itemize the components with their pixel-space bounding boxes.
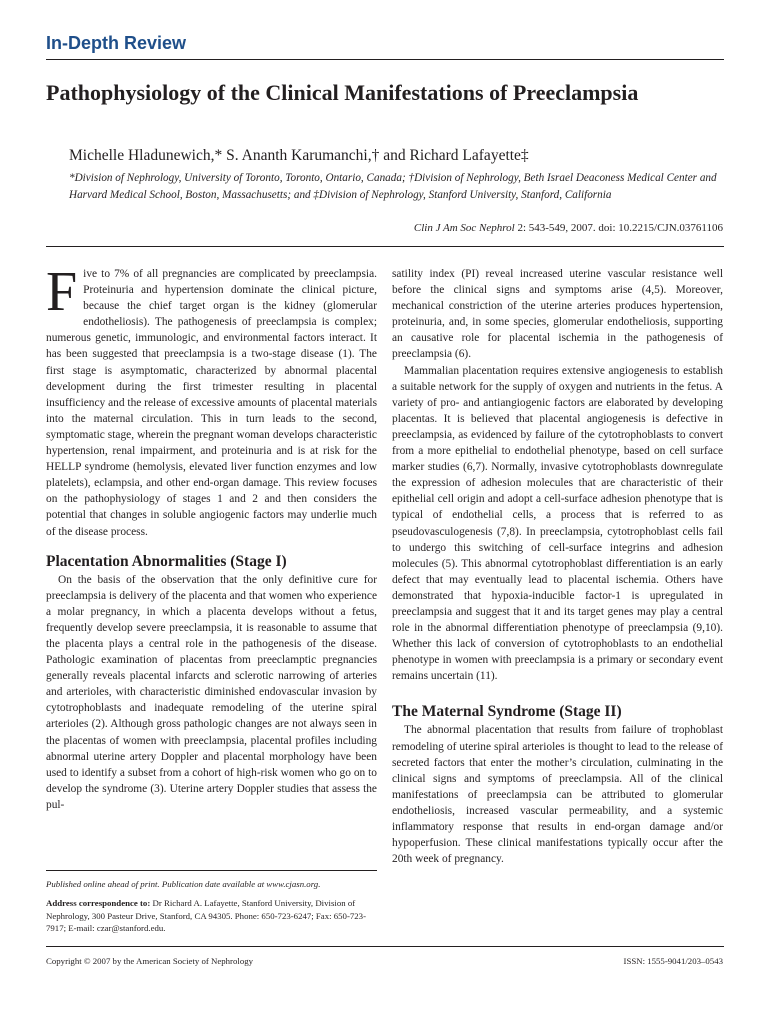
intro-paragraph xyxy=(46,261,377,540)
section-label: In-Depth Review xyxy=(46,33,187,53)
citation-rule xyxy=(46,246,724,247)
issn: ISSN: 1555-9041/203–0543 xyxy=(623,956,723,966)
citation-details: 2: 543-549, 2007. doi: 10.2215/CJN.03761106 xyxy=(514,222,723,234)
footnote-rule xyxy=(46,870,377,871)
right-column xyxy=(392,266,723,867)
maternal-syndrome-paragraph: The abnormal placentation that results from failure of trophoblast remodeling of uterine spiral arterioles is thought to lead to the release of secreted factors that enter the mother’s circulation, culminating in the clinical signs and symptoms of preeclampsia. All of the clinical manifestations of preeclampsia can be attributed to glomerular endotheliosis, increased vascular permeability, and a systemic inflammatory response that results in end-organ damage and/or hypoperfusion. These clinical manifestations typically occur after the 20th week of pregnancy. xyxy=(392,724,723,866)
citation xyxy=(414,222,723,234)
footer-rule xyxy=(46,946,724,947)
section-heading-maternal-syndrome: The Maternal Syndrome (Stage II) xyxy=(392,703,622,721)
continuation-paragraph: satility index (PI) reveal increased uterine vascular resistance well before the clinical signs and symptoms arise (4,5). Moreover, mechanical constriction of the uterine arteries produces hypertension, proteinuria, and, in some species, glomerular endotheliosis, supporting an causative role for placental ischemia in the pathogenesis of preeclampsia (6). xyxy=(392,268,723,361)
affiliations: *Division of Nephrology, University of Toronto, Toronto, Ontario, Canada; †Division of Nephrology, Beth Israel Deaconess Medical Center and Harvard Medical School, Boston, Massachusetts; and ‡Division of Nephrology, Stanford University, Stanford, California xyxy=(69,172,717,201)
citation-journal: Clin J Am Soc Nephrol xyxy=(413,222,515,234)
publication-note: Published online ahead of print. Publication date available at www.cjasn.org. xyxy=(46,879,321,889)
intro-text: ive to 7% of all pregnancies are complicated by preeclampsia. Proteinuria and hypertension dominate the clinical picture, because the chief target organ is the kidney (glomerular endotheliosis). The pathogenesis of preeclampsia is complex; numerous genetic, immunologic, and environmental factors interact. It has been suggested that preeclampsia is a two-stage disease (1). The first stage is asymptomatic, characterized by abnormal placental development during the first trimester resulting in placental insufficiency and the release of excessive amounts of placental materials into the maternal circulation. This in turn leads to the second, symptomatic stage, wherein the pregnant woman develops characteristic hypertension, renal impairment, and proteinuria and is at risk for the HELLP syndrome (hemolysis, elevated liver function enzymes and low platelets), eclampsia, and other end-organ damage. This review focuses on the pathophysiology of stages 1 and 2 and then considers the potential that changes in soluble angiogenic factors may underlie much of the disease process. xyxy=(46,268,377,538)
correspondence-label: Address correspondence to: xyxy=(46,898,151,908)
author-list: Michelle Hladunewich,* S. Ananth Karumanchi,† and Richard Lafayette‡ xyxy=(69,147,529,164)
drop-cap: F xyxy=(46,261,78,323)
placentation-paragraph: On the basis of the observation that the only definitive cure for preeclampsia is delivery of the placenta and that women who experience a molar pregnancy, in which a placenta develops without a fetus, frequently develop severe preeclampsia, it is reasonable to assume that the placenta plays a central role in the pathogenesis of the disease. Pathologic examination of placentas from preeclamptic pregnancies generally reveals placental infarcts and sclerotic narrowing of arteries and arterioles, with characteristic diminished endovascular invasion by cytotrophoblasts and inadequate remodeling of the uterine spiral arterioles (2). Although gross pathologic changes are not always seen in the placentas of women with preeclampsia, placental profiles including abnormal uterine artery Doppler and placental morphology have been used to identify a subset from a cohort of high-risk women who go on to develop the syndrome (3). Uterine artery Doppler studies that assess the pul- xyxy=(46,573,377,811)
correspondence-text: Dr Richard A. Lafayette, Stanford University, Division of Nephrology, 300 Pasteur Drive, Stanford, CA 94305. Phone: 650-723-6247; Fax: 650-723-7917; E-mail: czar@stanford.edu. xyxy=(46,898,366,933)
correspondence-note xyxy=(46,897,377,935)
left-column xyxy=(46,261,377,813)
copyright: Copyright © 2007 by the American Society of Nephrology xyxy=(46,956,254,966)
section-heading-placentation: Placentation Abnormalities (Stage I) xyxy=(46,552,287,570)
angiogenesis-paragraph: Mammalian placentation requires extensive angiogenesis to establish a suitable network for the supply of oxygen and nutrients in the fetus. A variety of pro- and antiangiogenic factors are elaborated by developing placentas. It is believed that placental angiogenesis is defective in preeclampsia, as evidenced by failure of the cytotrophoblasts to convert from a more epithelial to endothelial phenotype, based on cell surface marker studies (6,7). Normally, invasive cytotrophoblasts downregulate the expression of adhesion molecules that are characteristic of their epithelial cell origin and adopt a cell-surface adhesion phenotype that is typical of endothelial cells, a process that is referred to as pseudovasculogenesis (7,8). In preeclampsia, cytotrophoblast cells fail to undergo this switching of cell-surface integrins and adhesion molecules (5). This abnormal cytotrophoblast differentiation is an early defect that may eventually lead to placental ischemia. Others have demonstrated that hypoxia-inducible factor-1 is upregulated in preeclampsia and suggest that it and its target genes may play a central role in the abnormal differentiation phenotype of preeclampsia (9,10). Whether this lack of conversion of cytotrophoblasts to an endothelial phenotype in women with preeclampsia is a primary or secondary event remains uncertain (11). xyxy=(392,364,723,683)
header-rule xyxy=(46,59,724,60)
article-title: Pathophysiology of the Clinical Manifestations of Preeclampsia xyxy=(46,80,639,105)
